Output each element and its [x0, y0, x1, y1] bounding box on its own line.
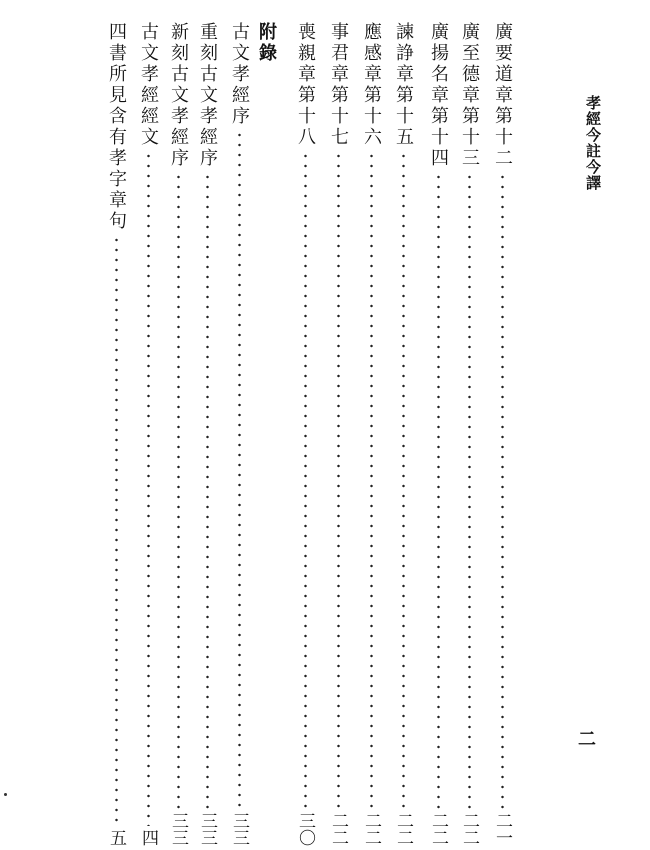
toc-entry-page: 四 [138, 829, 158, 846]
toc-entry-four-books [103, 22, 129, 848]
dot-leader [370, 151, 373, 809]
toc-entry-page: 二二 [393, 812, 413, 846]
dot-leader [115, 235, 118, 826]
toc-entry-chapter-13 [456, 22, 482, 848]
toc-entry-title: 廣至德章第十三 [459, 22, 480, 169]
running-head: 孝經今註今譯 [584, 95, 602, 191]
dot-leader [206, 172, 209, 809]
toc-entry-chapter-17 [325, 22, 351, 848]
toc-entry-chapter-12 [489, 22, 515, 848]
toc-entry-chapter-16 [358, 22, 384, 848]
toc-entry-title: 事君章第十七 [328, 22, 349, 148]
toc-entry-reprint-preface [194, 22, 220, 848]
dot-leader [304, 151, 307, 809]
toc-entry-title: 應感章第十六 [361, 22, 382, 148]
dot-leader [177, 172, 180, 809]
dot-leader [501, 172, 504, 809]
toc-entry-page: 三三 [229, 812, 249, 846]
toc-entry-page: 三〇 [295, 812, 315, 846]
toc-entry-ancient-text [135, 22, 161, 848]
toc-entry-page: 二二 [361, 812, 381, 846]
toc-entry-page: 三三 [168, 812, 188, 846]
dot-leader [437, 172, 440, 809]
edge-speck [4, 793, 7, 796]
toc-entry-title: 廣要道章第十二 [492, 22, 513, 169]
dot-leader [468, 172, 471, 809]
toc-entry-title: 喪親章第十八 [295, 22, 316, 148]
toc-entry-chapter-15 [390, 22, 416, 848]
dot-leader [402, 151, 405, 809]
toc-entry-title: 古文孝經經文 [138, 22, 159, 148]
toc-entry-page: 二二 [428, 812, 448, 846]
toc-entry-chapter-18 [292, 22, 318, 848]
toc-entry-title: 重刻古文孝經序 [197, 22, 218, 169]
toc-entry-page: 二二 [328, 812, 348, 846]
dot-leader [337, 151, 340, 809]
appendix-heading: 附錄 [256, 22, 277, 64]
toc-entry-new-preface [165, 22, 191, 848]
toc-entry-chapter-14 [425, 22, 451, 848]
toc-entry-title: 新刻古文孝經序 [168, 22, 189, 169]
toc-entry-title: 四書所見含有孝字章句 [106, 22, 127, 232]
toc-entry-page: 五 [106, 829, 126, 846]
page-number: 二 [578, 729, 596, 750]
dot-leader [238, 130, 241, 809]
toc-entry-page: 二一 [492, 812, 512, 846]
toc-entry-page: 二二 [459, 812, 479, 846]
toc-entry-title: 古文孝經序 [229, 22, 250, 127]
toc-entry-ancient-preface [226, 22, 252, 848]
toc-entry-page: 三三 [197, 812, 217, 846]
toc-entry-title: 諫諍章第十五 [393, 22, 414, 148]
dot-leader [147, 151, 150, 826]
toc-entry-title: 廣揚名章第十四 [428, 22, 449, 169]
